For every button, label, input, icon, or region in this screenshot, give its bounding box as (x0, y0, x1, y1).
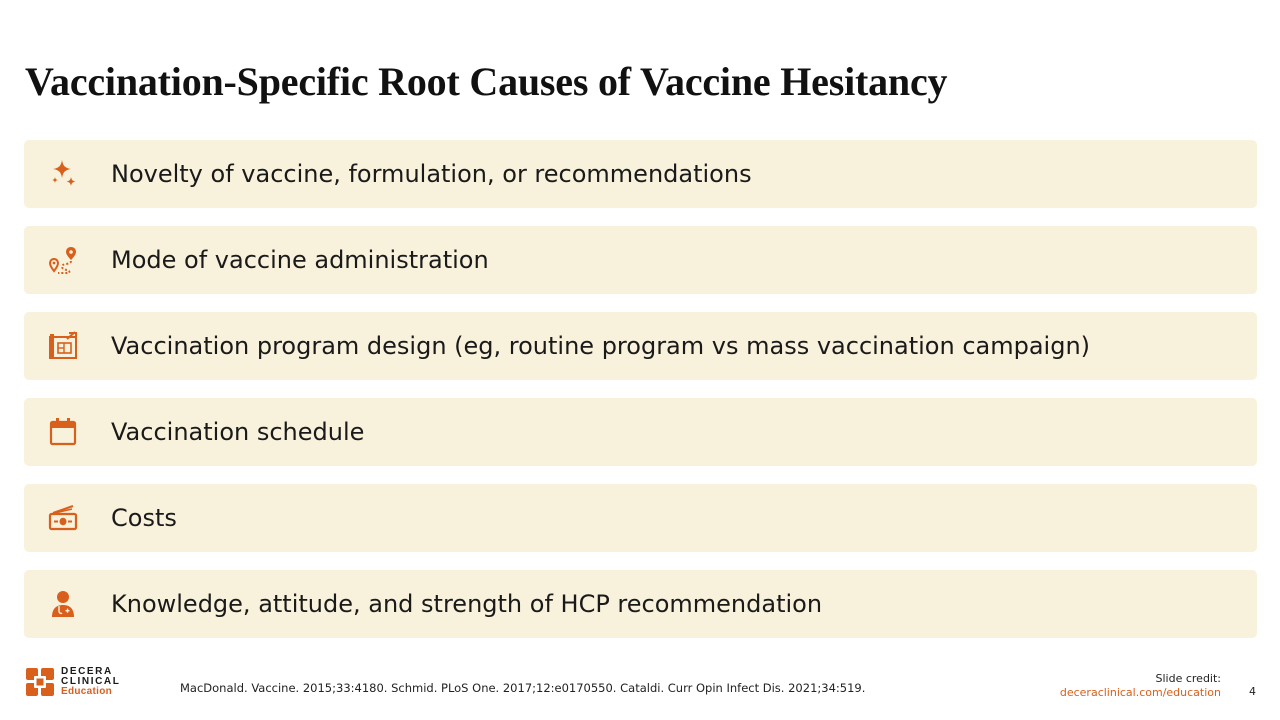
calendar-icon (47, 416, 79, 448)
item-label: Novelty of vaccine, formulation, or recommendations (111, 160, 752, 188)
list-item-mode (24, 226, 1257, 294)
route-icon (47, 244, 79, 276)
logo-line-2: CLINICAL (61, 676, 121, 687)
credit-link[interactable]: deceraclinical.com/education (1059, 686, 1221, 699)
list-item-costs (24, 484, 1257, 552)
item-label: Vaccination program design (eg, routine program vs mass vaccination campaign) (111, 332, 1091, 360)
list-item-hcp (24, 570, 1257, 638)
blueprint-icon (47, 330, 79, 362)
credit-label: Slide credit: (1155, 672, 1221, 685)
item-label: Costs (111, 504, 177, 532)
item-label: Knowledge, attitude, and strength of HCP recommendation (111, 590, 823, 618)
slide-title: Vaccination-Specific Root Causes of Vaccine Hesitancy (25, 59, 948, 104)
decera-logo-icon (25, 667, 55, 697)
money-icon (47, 502, 79, 534)
page-number: 4 (1249, 685, 1256, 698)
item-label: Mode of vaccine administration (111, 246, 489, 274)
logo-line-1: DECERA (61, 666, 113, 677)
logo-line-3: Education (61, 686, 113, 697)
doctor-icon (47, 588, 79, 620)
slide-credit (1060, 672, 1221, 700)
item-label: Vaccination schedule (111, 418, 365, 446)
list-item-novelty (24, 140, 1257, 208)
decera-logo (25, 667, 120, 697)
cause-list (24, 140, 1257, 656)
sparkles-icon (47, 158, 79, 190)
list-item-schedule (24, 398, 1257, 466)
logo-text (61, 667, 120, 697)
list-item-program-design (24, 312, 1257, 380)
references: MacDonald. Vaccine. 2015;33:4180. Schmid. PLoS One. 2017;12:e0170550. Cataldi. Curr Opin Infect Dis. 2021;34:519. (180, 681, 866, 695)
